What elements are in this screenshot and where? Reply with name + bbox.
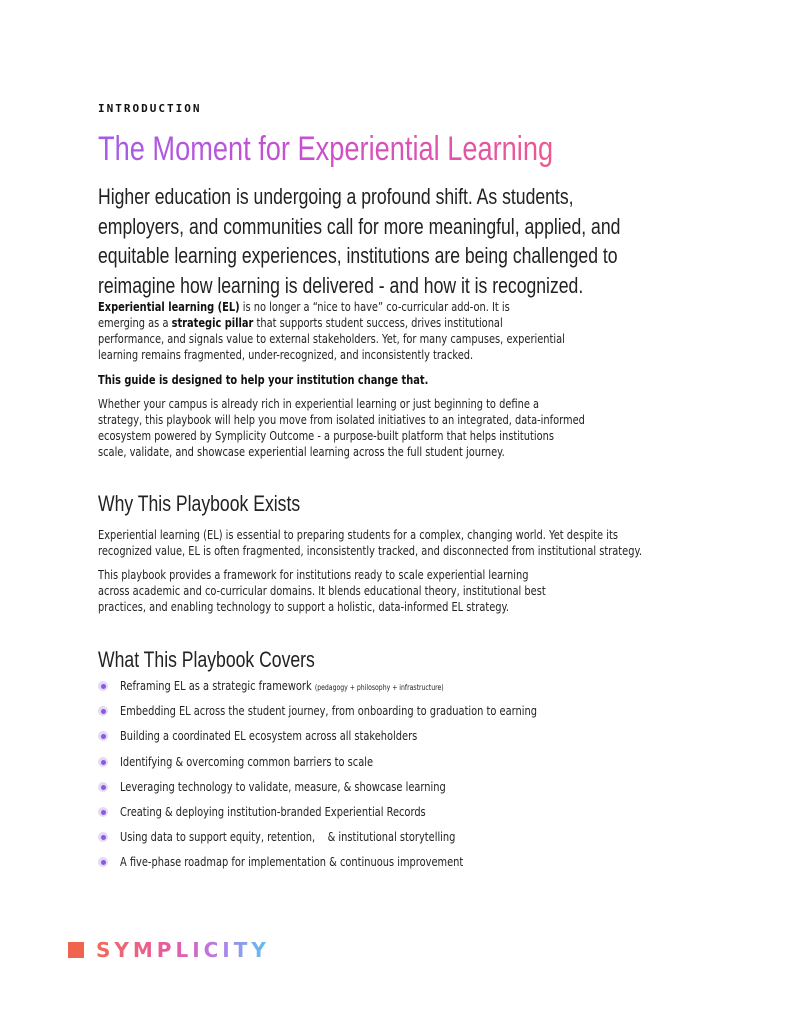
covers-heading: What This Playbook Covers bbox=[98, 647, 315, 672]
playbook-paragraph: Whether your campus is already rich in experiential learning or just beginning to define a strategy, this playbook will help you move from isolated initiatives to an integrated, data-informed ecosystem powered by Symplicity Outcome - a purpose-built platform that helps institutions scale, validate, and showcase experiential learning across the full student journey. bbox=[98, 397, 585, 459]
bullet-icon bbox=[98, 832, 108, 842]
strategic-pillar-term: strategic pillar bbox=[171, 316, 254, 330]
lede-line: equitable learning experiences, institutions are being challenged to bbox=[98, 243, 618, 268]
list-item: Reframing EL as a strategic framework (pedagogy + philosophy + infrastructure) bbox=[98, 678, 515, 694]
bullet-icon bbox=[98, 731, 108, 741]
list-item: Identifying & overcoming common barriers to scale bbox=[98, 754, 429, 770]
list-item-note: (pedagogy + philosophy + infrastructure) bbox=[314, 683, 444, 692]
logo-wordmark: SYMPLICITY bbox=[96, 938, 270, 962]
bullet-icon bbox=[98, 757, 108, 767]
bullet-icon bbox=[98, 782, 108, 792]
guide-statement: This guide is designed to help your institution change that. bbox=[98, 373, 429, 387]
el-term: Experiential learning (EL) bbox=[98, 300, 240, 314]
page-title bbox=[98, 127, 578, 171]
list-item: Building a coordinated EL ecosystem across all stakeholders bbox=[98, 728, 483, 744]
why-paragraph-2: This playbook provides a framework for institutions ready to scale experiential learning across academic and co-curricular domains. It blends educational theory, institutional best practices, and enabling technology to support a holistic, data-informed EL strategy. bbox=[98, 568, 546, 614]
lede-line: employers, and communities call for more meaningful, applied, and bbox=[98, 213, 621, 239]
section-eyebrow: INTRODUCTION bbox=[98, 102, 202, 115]
lede-line: reimagine how learning is delivered - and how it is recognized. bbox=[98, 272, 584, 298]
list-item: Embedding EL across the student journey, from onboarding to graduation to earning bbox=[98, 703, 629, 719]
logo-square-icon bbox=[68, 942, 84, 958]
intro-paragraph: Experiential learning (EL) is no longer a “nice to have” co-curricular add-on. It is emerging as a strategic pillar that supports student success, drives institutional performance, and signals value to external stakeholders. Yet, for many campuses, experiential learning remains fragmented, under-recognized, and inconsistently tracked. bbox=[98, 300, 565, 362]
list-item: A five-phase roadmap for implementation & continuous improvement bbox=[98, 854, 539, 870]
bullet-icon bbox=[98, 807, 108, 817]
why-paragraph-1: Experiential learning (EL) is essential to preparing students for a complex, changing world. Yet despite its recognized value, EL is often fragmented, inconsistently tracked, and disconnected from institutional strategy. bbox=[98, 528, 643, 558]
list-item: Creating & deploying institution-branded Experiential Records bbox=[98, 804, 493, 820]
bullet-icon bbox=[98, 857, 108, 867]
lede-line: Higher education is undergoing a profound shift. As students, bbox=[98, 184, 574, 209]
list-item: Leveraging technology to validate, measure, & showcase learning bbox=[98, 779, 517, 795]
symplicity-logo bbox=[68, 938, 270, 962]
bullet-icon bbox=[98, 706, 108, 716]
lede-paragraph bbox=[98, 182, 621, 300]
list-item: Using data to support equity, retention, & institutional storytelling bbox=[98, 829, 529, 845]
why-heading: Why This Playbook Exists bbox=[98, 491, 301, 516]
bullet-icon bbox=[98, 681, 108, 691]
page-title-text: The Moment for Experiential Learning bbox=[98, 130, 554, 168]
